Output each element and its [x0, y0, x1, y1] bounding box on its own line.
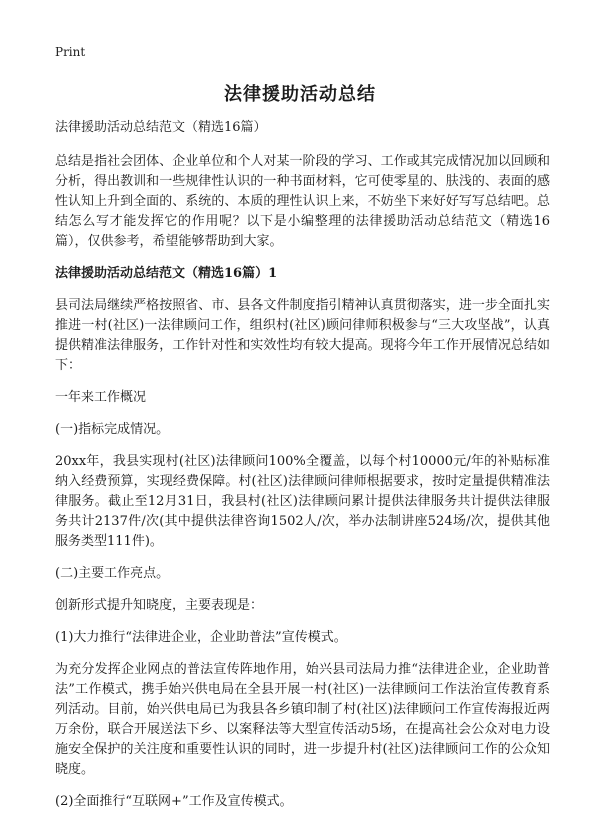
body-paragraph: (一)指标完成情况。: [55, 422, 170, 437]
body-paragraph: 20xx年，我县实现村(社区)法律顾问100%全覆盖，以每个村10000元/年的补贴标准纳入经费预算，实现经费保障。村(社区)法律顾问律师根据要求，按时定量提供精准法律服务。截止至12月31日，我县村(社区)法律顾问累计提供法律服务共计提供法律服务共计2137件/次(其中提供法律咨询1502人/次，举办法制讲座524场/次，提供其他服务类型111件)。: [55, 454, 550, 549]
body-paragraph: 创新形式提升知晓度，主要表现是：: [55, 598, 264, 613]
intro-paragraph: 总结是指社会团体、企业单位和个人对某一阶段的学习、工作或其完成情况加以回顾和分析，得出教训和一些规律性认识的一种书面材料，它可使零星的、肤浅的、表面的感性认知上升到全面的、系统的、本质的理性认识上来，不妨坐下来好好写写总结吧。总结怎么写才能发挥它的作用呢？以下是小编整理的法律援助活动总结范文（精选16篇），仅供参考，希望能够帮助到大家。: [55, 154, 550, 249]
body-paragraph: 为充分发挥企业网点的普法宣传阵地作用，始兴县司法局力推“法律进企业，企业助普法”工作模式，携手始兴供电局在全县开展一村(社区)一法律顾问工作法治宣传教育系列活动。目前，始兴供电局已为我县各乡镇印制了村(社区)法律顾问工作宣传海报近两万余份，联合开展送法下乡、以案释法等大型宣传活动5场，在提高社会公众对电力设施安全保护的关注度和重要性认识的同时，进一步提升村(社区)法律顾问工作的公众知晓度。: [55, 662, 550, 777]
body-paragraph: (2)全面推行“互联网+”工作及宣传模式。: [55, 794, 293, 809]
document-subtitle: 法律援助活动总结范文（精选16篇）: [55, 120, 267, 135]
document-title: 法律援助活动总结: [224, 84, 376, 105]
section-heading: 法律援助活动总结范文（精选16篇）1: [55, 266, 278, 281]
print-label[interactable]: Print: [55, 45, 86, 59]
body-paragraph: (1)大力推行“法律进企业，企业助普法”宣传模式。: [55, 630, 347, 645]
document-body: [55, 118, 550, 824]
body-paragraph: (二)主要工作亮点。: [55, 566, 170, 581]
body-paragraph: 县司法局继续严格按照省、市、县各文件制度指引精神认真贯彻落实，进一步全面扎实推进一村(社区)一法律顾问工作，组织村(社区)顾问律师积极参与“三大攻坚战”，认真提供精准法律服务，工作针对性和实效性均有较大提高。现将今年工作开展情况总结如下：: [55, 298, 550, 373]
body-paragraph: 一年来工作概况: [55, 390, 147, 405]
